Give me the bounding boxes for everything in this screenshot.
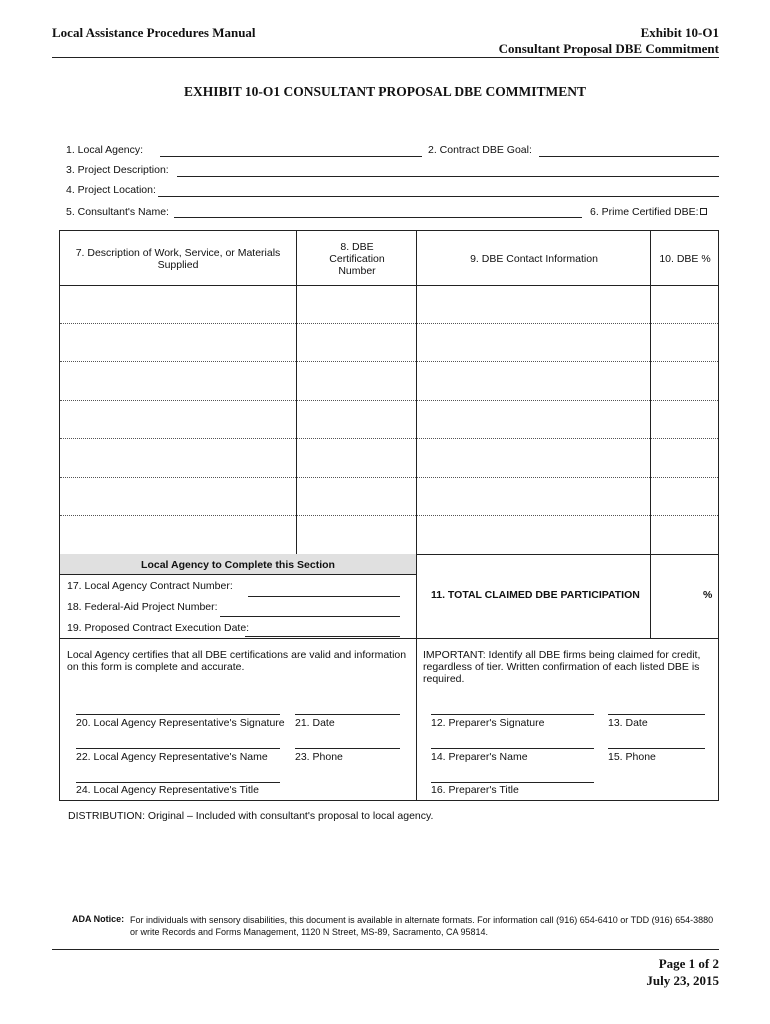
footer bbox=[646, 955, 719, 989]
consultant-name-field[interactable] bbox=[174, 217, 582, 218]
important-notice: IMPORTANT: Identify all DBE firms being claimed for credit, regardless of tier. Written confirmation of each listed DBE is required. bbox=[423, 649, 701, 685]
project-location-label: 4. Project Location: bbox=[66, 184, 156, 196]
title-part: OMMITMENT bbox=[495, 84, 586, 99]
ada-notice-text: For individuals with sensory disabilities, this document is available in alternate formats. For information call (916) 654-6410 or TDD (916) 654-3880 or write Records and Forms Management, 1120 N Street, MS-89, Sacramento, CA 95814. bbox=[130, 915, 714, 937]
row-divider bbox=[60, 400, 718, 401]
title-part: 10-O1 C bbox=[244, 84, 294, 99]
preparer-title-field[interactable] bbox=[431, 782, 594, 783]
agency-title-field[interactable] bbox=[76, 782, 280, 783]
exhibit-header bbox=[499, 25, 719, 57]
federal-aid-label: 18. Federal-Aid Project Number: bbox=[67, 601, 218, 613]
dbe-commitment-table bbox=[59, 230, 719, 801]
preparer-signature-label: 12. Preparer's Signature bbox=[431, 717, 545, 729]
footer-rule bbox=[52, 949, 719, 950]
exhibit-name: Consultant Proposal DBE Commitment bbox=[498, 41, 719, 56]
consultant-name-label: 5. Consultant's Name: bbox=[66, 206, 169, 218]
agency-date-field[interactable] bbox=[295, 714, 400, 715]
page-number: Page 1 of 2 bbox=[658, 956, 719, 971]
title-part: ONSULTANT bbox=[293, 84, 379, 99]
row-divider bbox=[60, 323, 718, 324]
title-part: E bbox=[184, 84, 194, 99]
preparer-phone-label: 15. Phone bbox=[608, 751, 656, 763]
preparer-name-field[interactable] bbox=[431, 748, 594, 749]
revision-date: July 23, 2015 bbox=[646, 973, 719, 988]
agency-date-label: 21. Date bbox=[295, 717, 335, 729]
page-title bbox=[0, 84, 770, 100]
col-divider bbox=[416, 231, 417, 554]
project-description-field[interactable] bbox=[177, 176, 719, 177]
col-divider bbox=[296, 231, 297, 554]
preparer-phone-field[interactable] bbox=[608, 748, 705, 749]
execution-date-label: 19. Proposed Contract Execution Date: bbox=[67, 622, 250, 634]
contract-goal-label: 2. Contract DBE Goal: bbox=[428, 144, 532, 156]
preparer-date-label: 13. Date bbox=[608, 717, 648, 729]
contract-number-field[interactable] bbox=[248, 596, 400, 597]
project-location-field[interactable] bbox=[158, 196, 719, 197]
agency-phone-label: 23. Phone bbox=[295, 751, 343, 763]
col-header-percent: 10. DBE % bbox=[659, 253, 711, 265]
col-header-contact: 9. DBE Contact Information bbox=[470, 253, 598, 265]
header-row-divider bbox=[60, 285, 718, 286]
title-part: ROPOSAL bbox=[386, 84, 455, 99]
agency-title-label: 24. Local Agency Representative's Title bbox=[76, 784, 259, 796]
exhibit-number: Exhibit 10-O1 bbox=[640, 25, 719, 40]
title-part: DBE C bbox=[454, 84, 496, 99]
ada-notice-label: ADA Notice: bbox=[72, 914, 125, 924]
agency-section-heading: Local Agency to Complete this Section bbox=[141, 559, 335, 571]
preparer-name-label: 14. Preparer's Name bbox=[431, 751, 528, 763]
total-claimed-label: 11. TOTAL CLAIMED DBE PARTICIPATION bbox=[431, 589, 640, 601]
section-divider bbox=[416, 554, 417, 800]
certification-statement: Local Agency certifies that all DBE certifications are valid and information on this form is complete and accurate. bbox=[67, 649, 407, 673]
agency-name-field[interactable] bbox=[76, 748, 280, 749]
agency-signature-label: 20. Local Agency Representative's Signature bbox=[76, 717, 285, 729]
section-rule bbox=[60, 638, 718, 639]
prime-certified-label: 6. Prime Certified DBE: bbox=[590, 206, 699, 218]
preparer-signature-field[interactable] bbox=[431, 714, 594, 715]
preparer-title-label: 16. Preparer's Title bbox=[431, 784, 519, 796]
manual-title: Local Assistance Procedures Manual bbox=[52, 25, 256, 40]
agency-phone-field[interactable] bbox=[295, 748, 400, 749]
prime-certified-checkbox[interactable] bbox=[700, 208, 707, 215]
col-divider bbox=[650, 231, 651, 554]
row-divider bbox=[60, 438, 718, 439]
execution-date-field[interactable] bbox=[245, 636, 400, 637]
contract-goal-field[interactable] bbox=[539, 156, 719, 157]
federal-aid-field[interactable] bbox=[220, 616, 400, 617]
distribution-note: DISTRIBUTION: Original – Included with consultant's proposal to local agency. bbox=[68, 810, 434, 822]
col-header-description: 7. Description of Work, Service, or Materials Supplied bbox=[75, 247, 281, 271]
total-divider bbox=[650, 554, 651, 638]
row-divider bbox=[60, 361, 718, 362]
local-agency-label: 1. Local Agency: bbox=[66, 144, 144, 156]
agency-name-label: 22. Local Agency Representative's Name bbox=[76, 751, 268, 763]
agency-signature-field[interactable] bbox=[76, 714, 280, 715]
col-header-cert-number: 8. DBE Certification Number bbox=[329, 241, 385, 277]
row-divider bbox=[60, 515, 718, 516]
title-part: XHIBIT bbox=[193, 84, 245, 99]
title-part: P bbox=[378, 84, 387, 99]
total-claimed-percent: % bbox=[703, 589, 713, 601]
preparer-date-field[interactable] bbox=[608, 714, 705, 715]
local-agency-field[interactable] bbox=[160, 156, 422, 157]
contract-number-label: 17. Local Agency Contract Number: bbox=[67, 580, 233, 592]
header-rule bbox=[52, 57, 719, 58]
project-description-label: 3. Project Description: bbox=[66, 164, 169, 176]
row-divider bbox=[60, 477, 718, 478]
